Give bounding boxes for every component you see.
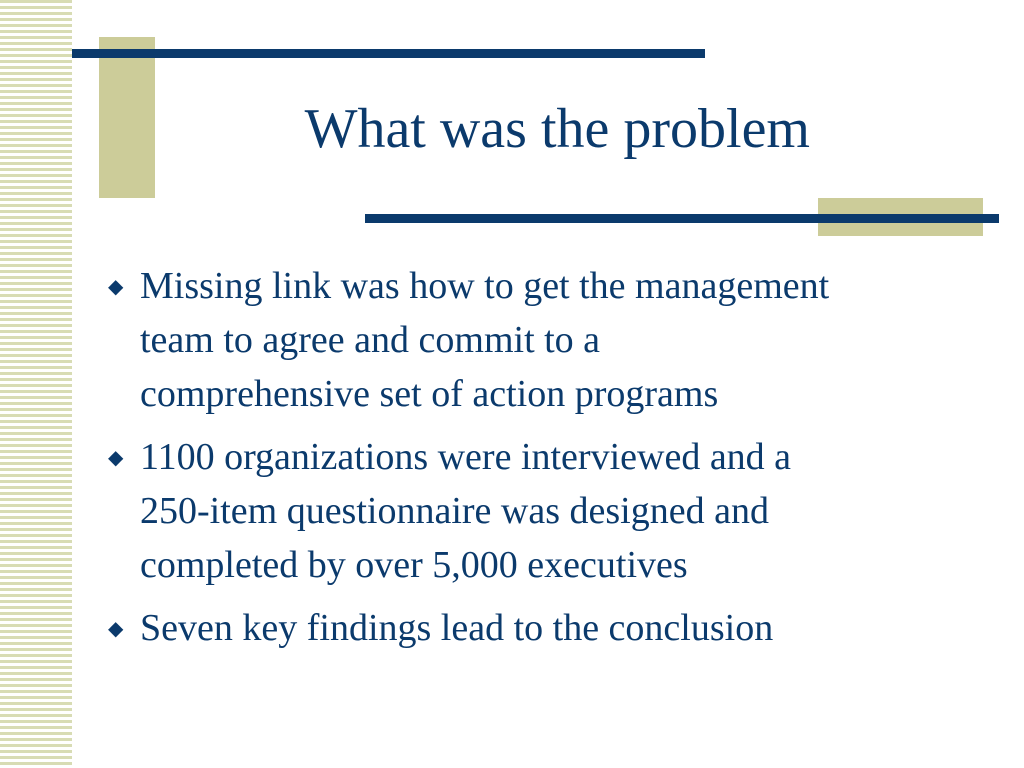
- bullet-line: comprehensive set of action programs: [140, 373, 719, 415]
- bullet-text: [140, 601, 1000, 655]
- title-rule-bottom: [365, 214, 999, 223]
- accent-block-left: [99, 37, 155, 198]
- bullet-line: Seven key findings lead to the conclusion: [140, 607, 774, 649]
- bullet-list: [108, 259, 1008, 664]
- bullet-line: completed by over 5,000 executives: [140, 544, 688, 586]
- diamond-bullet-icon: ◆: [108, 274, 124, 298]
- diamond-bullet-icon: ◆: [108, 445, 124, 469]
- bullet-line: Missing link was how to get the management: [140, 265, 830, 307]
- bullet-text: [140, 259, 1000, 421]
- bullet-line: team to agree and commit to a: [140, 319, 601, 361]
- bullet-item: [108, 259, 1008, 421]
- bullet-item: [108, 601, 1008, 655]
- bullet-text: [140, 430, 1000, 592]
- bullet-item: [108, 430, 1008, 592]
- slide-title: What was the problem: [304, 98, 810, 160]
- left-stripe-band: [0, 0, 72, 768]
- bullet-line: 1100 organizations were interviewed and a: [140, 436, 792, 478]
- title-rule-top: [72, 49, 705, 58]
- bullet-line: 250-item questionnaire was designed and: [140, 490, 769, 532]
- diamond-bullet-icon: ◆: [108, 616, 124, 640]
